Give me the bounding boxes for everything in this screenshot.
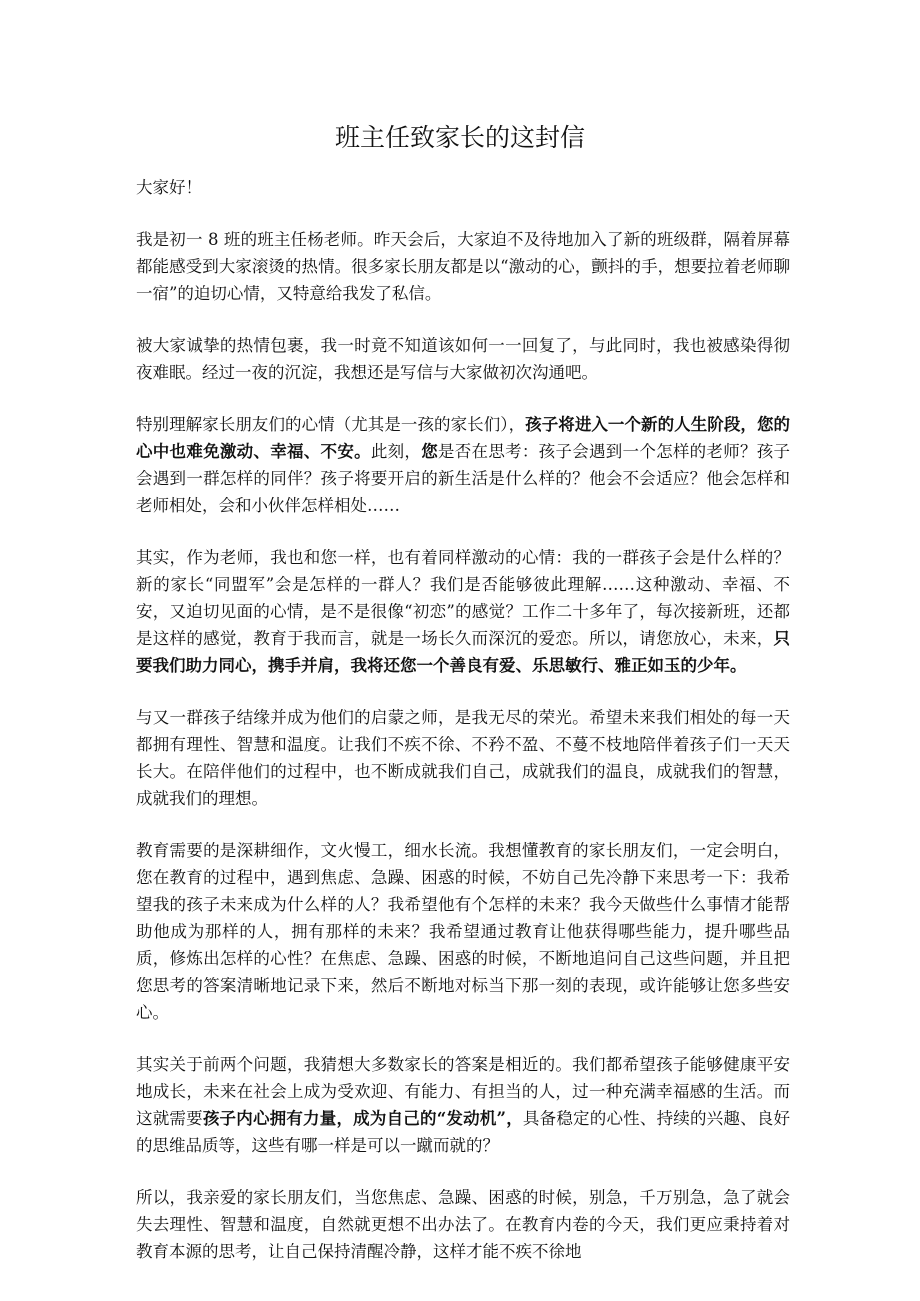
paragraph-text: 具备稳定的心性、持续的兴趣、良好的思维品质等，这些有哪一样是可以一蹴而就的？: [136, 1109, 791, 1155]
emphasis-text: 您: [421, 442, 438, 461]
paragraph-text: 是否在思考：孩子会遇到一个怎样的老师？孩子会遇到一群怎样的同伴？孩子将要开启的新生活是什么样的？他会不会适应？他会怎样和老师相处，会和小伙伴怎样相处……: [136, 442, 791, 515]
paragraph-reply: 被大家诚挚的热情包裹，我一时竟不知道该如何一一回复了，与此同时，我也被感染得彻夜难眠。经过一夜的沉淀，我想还是写信与大家做初次沟通吧。: [136, 336, 790, 382]
paragraph-text: 其实关于前两个问题，我猜想大多数家长的答案是相近的。我们都希望孩子能够健康平安地成长，未来在社会上成为受欢迎、有能力、有担当的人，过一种充满幸福感的生活。而这就需要: [136, 1055, 790, 1128]
paragraph-teacher-feelings: [136, 544, 790, 679]
paragraph-parents-feelings: [136, 411, 790, 519]
emphasis-text: 只要我们助力同心，携手并肩，我将还您一个善良有爱、乐思敏行、雅正如玉的少年。: [136, 629, 790, 675]
paragraph-text: 其实，作为老师，我也和您一样，也有着同样激动的心情：我的一群孩子会是什么样的？新的家长“同盟军”会是怎样的一群人？我们是否能够彼此理解……这种激动、幸福、不安，又迫切见面的心情，是不是很像“初恋”的感觉？工作二十多年了，每次接新班，还都是这样的感觉，教育于我而言，就是一场长久而深沉的爱恋。所以，请您放心，未来，: [136, 548, 790, 648]
greeting-paragraph: 大家好！: [136, 178, 202, 197]
paragraph-text: 特别理解家长朋友们的心情（尤其是一孩的家长们），: [136, 415, 526, 434]
emphasis-text: 孩子将进入一个新的人生阶段，您的心中也难免激动、幸福、不安。: [136, 415, 791, 461]
emphasis-text: 孩子内心拥有力量，成为自己的“发动机”，: [202, 1109, 523, 1128]
paragraph-answers: [136, 1051, 790, 1159]
paragraph-honor: 与又一群孩子结缘并成为他们的启蒙之师，是我无尽的荣光。希望未来我们相处的每一天都拥有理性、智慧和温度。让我们不疾不徐、不矜不盈、不蔓不枝地陪伴着孩子们一天天长大。在陪伴他们的过程中，也不断成就我们自己，成就我们的温良，成就我们的智慧，成就我们的理想。: [136, 708, 790, 808]
letter-body: [136, 174, 790, 1290]
page-title: 班主任致家长的这封信: [334, 123, 585, 152]
paragraph-closing: 所以，我亲爱的家长朋友们，当您焦虑、急躁、困惑的时候，别急，千万别急，急了就会失去理性、智慧和温度，自然就更想不出办法了。在教育内卷的今天，我们更应秉持着对教育本源的思考，让自己保持清醒冷静，这样才能不疾不徐地: [136, 1188, 790, 1261]
paragraph-intro: 我是初一 8 班的班主任杨老师。昨天会后，大家迫不及待地加入了新的班级群，隔着屏幕都能感受到大家滚烫的热情。很多家长朋友都是以“激动的心，颤抖的手，想要拉着老师聊一宿”的迫切心情，又特意给我发了私信。: [136, 230, 790, 303]
paragraph-education: 教育需要的是深耕细作，文火慢工，细水长流。我想懂教育的家长朋友们，一定会明白，您在教育的过程中，遇到焦虑、急躁、困惑的时候，不妨自己先冷静下来思考一下：我希望我的孩子未来成为什么样的人？我希望他有个怎样的未来？我今天做些什么事情才能帮助他成为那样的人，拥有那样的未来？我希望通过教育让他获得哪些能力，提升哪些品质，修炼出怎样的心性？在焦虑、急躁、困惑的时候，不断地追问自己这些问题，并且把您思考的答案清晰地记录下来，然后不断地对标当下那一刻的表现，或许能够让您多些安心。: [136, 841, 790, 1022]
paragraph-text: 此刻，: [370, 442, 422, 461]
